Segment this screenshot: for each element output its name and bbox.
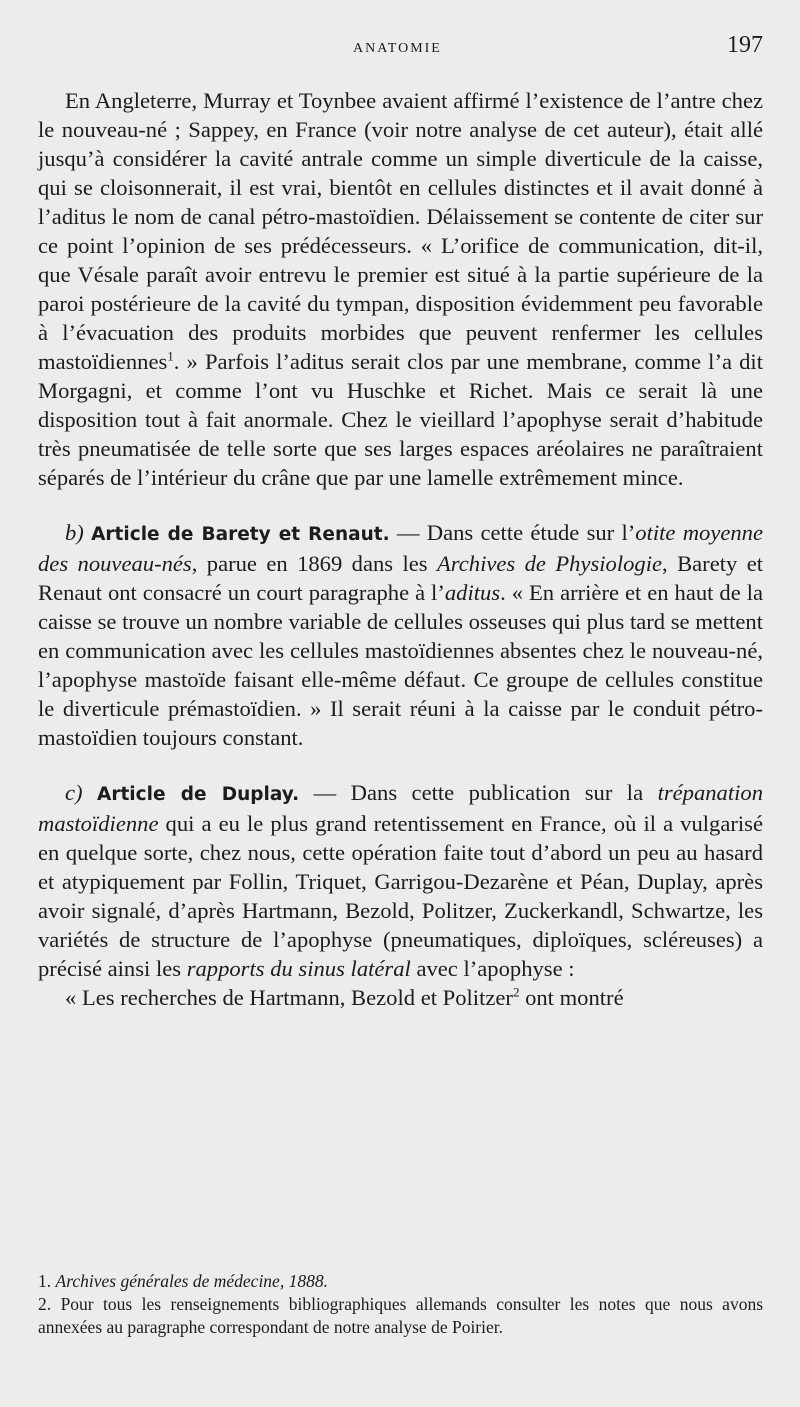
quote-text: « Les recherches de Hartmann, Bezold et Politzer bbox=[65, 985, 513, 1010]
section-b-text-2: , parue en 1869 dans les bbox=[191, 551, 437, 576]
footnote-1-text: Archives générales de médecine, 1888. bbox=[55, 1271, 328, 1291]
paragraph-antre-tail: . » Parfois l’aditus serait clos par une membrane, comme l’a dit Morgagni, et comme l’ont vu Huschke et Richet. Mais ce serait là une disposition tout à fait anormale. Chez le vieillard l’apophyse serait d’habitude très pneumatisée de telle sorte que ses larges espaces aréolaires ne paraîtraient séparés de l’intérieur du crâne que par une lamelle extrêmement mince. bbox=[38, 349, 763, 490]
footnotes bbox=[38, 1270, 763, 1339]
section-b-label: b) bbox=[65, 520, 84, 545]
section-b-title: otite moyenne des nouveau-nés bbox=[38, 520, 763, 576]
section-c-text-3: avec l’apophyse : bbox=[410, 956, 575, 981]
footnote-ref-1: 1 bbox=[167, 348, 174, 364]
footnote-1 bbox=[38, 1270, 763, 1293]
footnote-1-number: 1. bbox=[38, 1271, 52, 1291]
section-c-heading: Article de Duplay. bbox=[97, 784, 300, 805]
section-c bbox=[38, 778, 763, 983]
footnote-ref-2: 2 bbox=[512, 984, 520, 1000]
footnote-2-text: Pour tous les renseignements bibliographiques allemands consulter les notes que nous avons annexées au paragraphe correspondant de notre analyse de Poirier. bbox=[38, 1294, 764, 1337]
running-head: ANATOMIE bbox=[353, 41, 442, 56]
section-c-title: trépanation mastoïdienne bbox=[38, 780, 763, 836]
section-b-text-1: — Dans cette étude sur l’ bbox=[389, 520, 636, 545]
body-text bbox=[38, 86, 763, 1012]
quote-tail: ont montré bbox=[519, 985, 624, 1010]
paragraph-antre-text: En Angleterre, Murray et Toynbee avaient affirmé l’existence de l’antre chez le nouveau-né ; Sappey, en France (voir notre analyse de cet auteur), était allé jusqu’à considérer la cavité antrale comme un simple diverticule de la caisse, qui se cloisonnerait, il est vrai, bientôt en cellules distinctes et il avait donné à l’aditus le nom de canal pétro-mastoïdien. Délaissement se contente de citer sur ce point l’opinion de ses prédécesseurs. « L’orifice de communication, dit-il, que Vésale paraît avoir entrevu le premier est situé à la partie supérieure de la paroi postérieure de la cavité du tympan, disposition évidemment peu favorable à l’évacuation des produits morbides que peuvent renfermer les cellules mastoïdiennes bbox=[38, 88, 763, 374]
footnote-2 bbox=[38, 1293, 763, 1339]
page-header bbox=[0, 30, 800, 70]
section-b-heading: Article de Barety et Renaut. bbox=[91, 524, 390, 545]
quote-paragraph bbox=[38, 983, 763, 1012]
section-b-text-4: . « En arrière et en haut de la caisse se trouve un nombre variable de cellules osseuses qui plus tard se mettent en communication avec les cellules mastoïdiennes absentes chez le nouveau-né, l’apophyse mastoïde faisant elle-même défaut. Ce groupe de cellules constitue le diverticule prémastoïdien. » Il serait réuni à la caisse par le conduit pétro-mastoïdien toujours constant. bbox=[38, 580, 764, 750]
paragraph-antre bbox=[38, 86, 763, 492]
section-c-text-2: qui a eu le plus grand retentissement en France, où il a vulgarisé en quelque sorte, chez nous, cette opération faite tout d’abord un peu au hasard et atypiquement par Follin, Triquet, Garrigou-Dezarène et Péan, Duplay, après avoir signalé, d’après Hartmann, Bezold, Politzer, Zuckerkandl, Schwartze, les variétés de structure de l’apophyse (pneumatiques, diploïques, scléreuses) a précisé ainsi les bbox=[38, 811, 763, 981]
section-b-text-3: , Barety et Renaut ont consacré un court paragraphe à l’ bbox=[38, 551, 764, 605]
footnote-2-number: 2. bbox=[38, 1294, 52, 1314]
section-c-label: c) bbox=[65, 780, 83, 805]
section-b bbox=[38, 518, 763, 752]
section-b-aditus: aditus bbox=[444, 580, 501, 605]
section-b-journal: Archives de Physiologie bbox=[437, 551, 663, 576]
section-c-text-1: — Dans cette publication sur la bbox=[299, 780, 658, 805]
section-c-rapports: rapports du sinus latéral bbox=[186, 956, 411, 981]
page-number: 197 bbox=[727, 32, 763, 58]
